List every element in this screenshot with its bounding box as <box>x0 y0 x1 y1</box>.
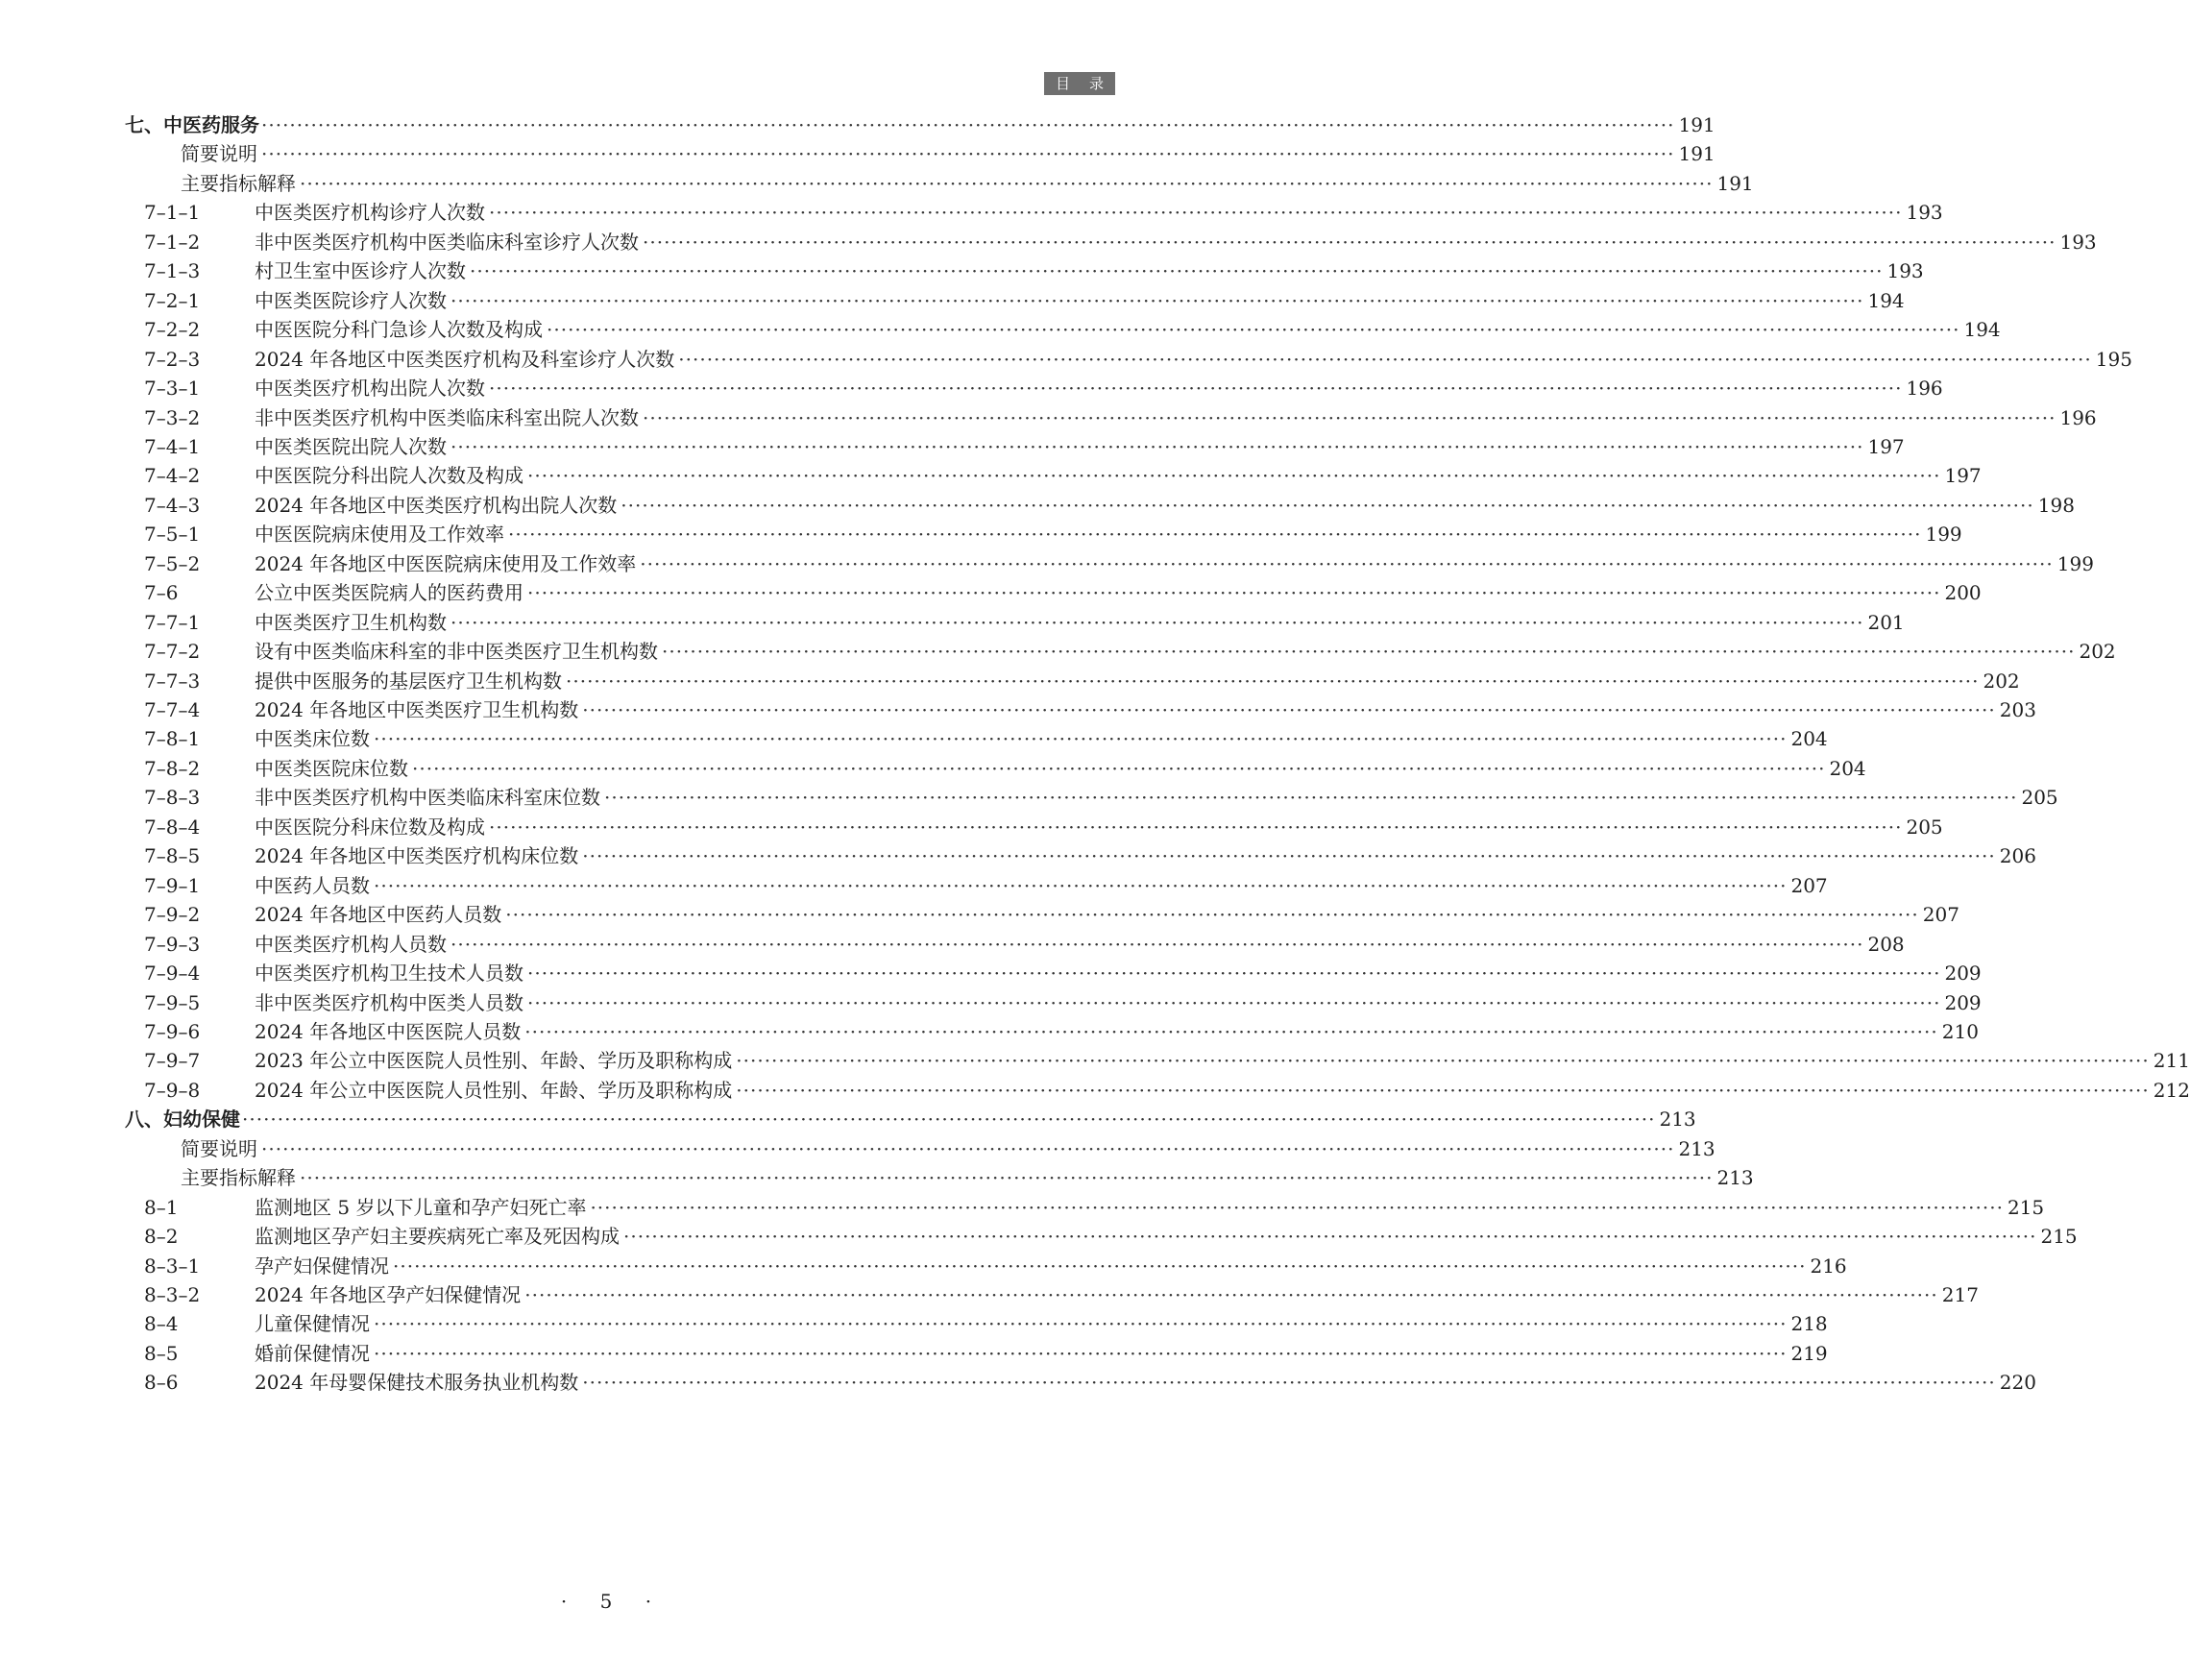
toc-entry-page: 191 <box>1716 171 1754 195</box>
toc-entry-title: 中医医院病床使用及工作效率 <box>255 523 504 547</box>
toc-entry-line <box>255 1220 2078 1253</box>
dot-leader: ········································································································································································································ <box>643 405 2056 429</box>
toc-entry-line <box>255 781 2058 814</box>
dot-leader: ········································································································································································································ <box>524 1019 1938 1043</box>
dot-leader: ········································································································································································································ <box>261 142 1675 166</box>
toc-entry-line <box>255 1015 1979 1048</box>
toc-entry-number: 7–7–4 <box>144 698 201 721</box>
toc-entry-number: 7–8–1 <box>144 727 201 751</box>
toc-entry-title: 孕产妇保健情况 <box>255 1254 389 1278</box>
toc-entry-title: 简要说明 <box>181 1136 257 1160</box>
toc-entry[interactable] <box>0 196 1943 229</box>
dot-leader: ········································································································································································································ <box>242 1108 1656 1132</box>
dot-leader: ········································································································································································································ <box>489 201 1903 225</box>
dot-leader: ········································································································································································································ <box>590 1195 2004 1219</box>
toc-entry-page: 215 <box>2007 1195 2045 1219</box>
toc-entry-line <box>255 226 2097 258</box>
toc-entry-title: 2024 年各地区中医类医疗机构及科室诊疗人次数 <box>255 347 675 371</box>
toc-entry-title: 2024 年各地区中医药人员数 <box>255 903 502 927</box>
toc-entry[interactable] <box>0 226 2097 258</box>
toc-entry-page: 213 <box>1716 1166 1754 1190</box>
toc-entry-number: 8–3–2 <box>144 1283 201 1306</box>
toc-entry-line <box>255 548 2094 580</box>
toc-entry-title: 中医类医院出院人次数 <box>255 434 447 458</box>
toc-entry-number: 7–9–5 <box>144 990 201 1014</box>
toc-entry-title: 中医类医疗机构诊疗人次数 <box>255 201 485 225</box>
toc-entry-page: 205 <box>2021 786 2058 810</box>
toc-entry-line <box>255 284 1905 317</box>
dot-leader: ········································································································································································································ <box>736 1078 2150 1102</box>
toc-entry-page: 191 <box>1678 142 1716 166</box>
toc-entry[interactable] <box>0 284 1905 317</box>
toc-entry[interactable] <box>0 430 1905 463</box>
toc-entry-title: 2024 年各地区孕产妇保健情况 <box>255 1283 522 1306</box>
toc-entry-title: 非中医类医疗机构中医类临床科室床位数 <box>255 786 600 810</box>
dot-leader: ········································································································································································································ <box>524 1283 1938 1306</box>
toc-entry-line <box>255 869 1828 902</box>
dot-leader: ········································································································································································································ <box>623 1225 2037 1249</box>
toc-entry-number: 7–2–3 <box>144 347 201 371</box>
toc-entry[interactable] <box>0 752 1866 785</box>
toc-entry-page: 193 <box>1886 259 1924 283</box>
toc-entry-title: 村卫生室中医诊疗人次数 <box>255 259 466 283</box>
toc-entry-line <box>255 372 1943 404</box>
dot-leader: ········································································································································································································ <box>489 377 1903 401</box>
toc-entry[interactable] <box>0 635 2116 668</box>
toc-entry[interactable] <box>0 402 2097 434</box>
toc-entry-number: 7–7–1 <box>144 610 201 634</box>
dot-leader: ········································································································································································································ <box>736 1049 2150 1073</box>
toc-chapter[interactable] <box>0 109 1716 141</box>
dot-leader: ········································································································································································································ <box>261 1136 1675 1160</box>
dot-leader: ········································································································································································································ <box>582 698 1996 721</box>
toc-entry[interactable] <box>0 372 1943 404</box>
dot-leader: ········································································································································································································ <box>393 1254 1807 1278</box>
dot-leader: ········································································································································································································ <box>505 903 1919 927</box>
toc-entry-title: 主要指标解释 <box>181 1166 296 1190</box>
toc-entry-title: 七、中医药服务 <box>125 113 259 136</box>
toc-entry-title: 八、妇幼保健 <box>125 1108 240 1132</box>
toc-entry-title: 2024 年各地区中医类医疗机构出院人次数 <box>255 493 618 517</box>
toc-entry[interactable] <box>0 928 1905 961</box>
toc-entry-line <box>255 576 1982 609</box>
toc-entry-title: 2024 年各地区中医医院人员数 <box>255 1019 522 1043</box>
toc-entry-number: 7–9–4 <box>144 962 201 986</box>
dot-leader: ········································································································································································································ <box>678 347 2092 371</box>
toc-entry-number: 7–3–1 <box>144 377 201 401</box>
toc-entry[interactable] <box>0 1278 1979 1311</box>
dot-leader: ········································································································································································································ <box>374 1341 1788 1365</box>
toc-entry[interactable] <box>0 1337 1828 1370</box>
section-tab-right: 录 <box>1088 75 1104 92</box>
dot-leader: ········································································································································································································ <box>566 669 1980 693</box>
toc-entry-page: 193 <box>2059 230 2097 254</box>
toc-entry[interactable] <box>0 576 1982 609</box>
dot-leader: ········································································································································································································ <box>261 113 1675 136</box>
dot-leader: ········································································································································································································ <box>582 844 1996 868</box>
toc-entry-number: 8–3–1 <box>144 1254 201 1278</box>
toc-entry-line <box>255 1250 1847 1282</box>
toc-entry[interactable] <box>0 722 1828 755</box>
toc-entry-number: 7–9–1 <box>144 873 201 897</box>
toc-entry-page: 218 <box>1790 1312 1828 1336</box>
toc-entry[interactable] <box>0 1074 2190 1107</box>
toc-entry-number: 7–5–2 <box>144 551 201 575</box>
toc-entry-page: 198 <box>2037 493 2075 517</box>
toc-entry-title: 公立中医类医院病人的医药费用 <box>255 581 523 605</box>
toc-entry[interactable] <box>0 1366 2036 1399</box>
toc-entry-title: 中医类床位数 <box>255 727 370 751</box>
toc-entry-number: 7–2–2 <box>144 318 201 342</box>
dot-leader: ········································································································································································································ <box>527 581 1941 605</box>
toc-entry-title: 2024 年各地区中医医院病床使用及工作效率 <box>255 551 637 575</box>
toc-entry-title: 中医类医疗机构出院人次数 <box>255 377 485 401</box>
toc-entry[interactable] <box>0 840 2036 872</box>
dot-leader: ········································································································································································································ <box>604 786 2018 810</box>
toc-entry[interactable] <box>0 459 1982 492</box>
toc-entry-page: 204 <box>1829 756 1866 780</box>
dot-leader: ········································································································································································································ <box>374 727 1788 751</box>
dot-leader: ········································································································································································································ <box>450 932 1864 956</box>
toc-entry-title: 中医医院分科床位数及构成 <box>255 815 485 839</box>
toc-note[interactable] <box>0 1132 1716 1165</box>
toc-entry[interactable] <box>0 548 2094 580</box>
dot-leader: ········································································································································································································ <box>640 551 2054 575</box>
toc-entry-number: 7–9–7 <box>144 1049 201 1073</box>
toc-entry-page: 202 <box>1983 669 2020 693</box>
toc-entry-title: 2024 年各地区中医类医疗卫生机构数 <box>255 698 579 721</box>
toc-entry-page: 209 <box>1944 962 1982 986</box>
toc-entry-number: 7–2–1 <box>144 288 201 312</box>
toc-entry-line <box>255 402 2097 434</box>
dot-leader: ········································································································································································································ <box>374 1312 1788 1336</box>
toc-entry[interactable] <box>0 1044 2190 1077</box>
toc-entry[interactable] <box>0 781 2058 814</box>
toc-entry-page: 213 <box>1659 1108 1696 1132</box>
toc-entry[interactable] <box>0 898 1959 931</box>
toc-chapter[interactable] <box>0 1103 1696 1135</box>
dot-leader: ········································································································································································································ <box>470 259 1884 283</box>
toc-entry-number: 8–2 <box>144 1225 179 1249</box>
toc-entry-line <box>181 1132 1716 1165</box>
toc-entry-line <box>255 430 1905 463</box>
toc-entry-line <box>255 957 1982 989</box>
toc-entry-number: 7–1–1 <box>144 201 201 225</box>
toc-entry-number: 7–7–2 <box>144 640 201 664</box>
toc-entry-line <box>255 1307 1828 1340</box>
toc-entry-line <box>181 137 1716 170</box>
toc-entry-number: 7–5–1 <box>144 523 201 547</box>
toc-entry-line <box>255 255 1924 287</box>
toc-entry-title: 设有中医类临床科室的非中医类医疗卫生机构数 <box>255 640 658 664</box>
toc-entry-line <box>255 1366 2036 1399</box>
toc-entry-number: 8–1 <box>144 1195 179 1219</box>
dot-leader: ········································································································································································································ <box>527 464 1941 488</box>
dot-leader: ········································································································································································································ <box>450 288 1864 312</box>
toc-entry-title: 非中医类医疗机构中医类临床科室诊疗人次数 <box>255 230 639 254</box>
toc-entry-number: 7–7–3 <box>144 669 201 693</box>
toc-entry-title: 中医医院分科门急诊人次数及构成 <box>255 318 543 342</box>
toc-entry-line <box>255 343 2132 376</box>
toc-entry-line <box>255 313 2001 346</box>
toc-entry-title: 婚前保健情况 <box>255 1341 370 1365</box>
toc-entry-title: 2023 年公立中医医院人员性别、年龄、学历及职称构成 <box>255 1049 733 1073</box>
dot-leader: ········································································································································································································ <box>374 873 1788 897</box>
toc-entry[interactable] <box>0 957 1982 989</box>
toc-entry-number: 7–4–1 <box>144 434 201 458</box>
toc-entry-page: 207 <box>1922 903 1959 927</box>
section-tab <box>1044 72 1115 95</box>
toc-entry-number: 7–9–3 <box>144 932 201 956</box>
toc-entry-title: 儿童保健情况 <box>255 1312 370 1336</box>
toc-entry-number: 7–4–3 <box>144 493 201 517</box>
toc-entry-title: 中医类医疗机构人员数 <box>255 932 447 956</box>
toc-entry[interactable] <box>0 1191 2045 1224</box>
toc-entry-title: 非中医类医疗机构中医类临床科室出院人次数 <box>255 405 639 429</box>
toc-entry-page: 213 <box>1678 1136 1716 1160</box>
toc-entry-number: 7–8–4 <box>144 815 201 839</box>
toc-entry-line <box>255 752 1866 785</box>
toc-entry[interactable] <box>0 1250 1847 1282</box>
toc-entry-page: 211 <box>2153 1049 2190 1073</box>
toc-entry-number: 8–5 <box>144 1341 179 1365</box>
toc-entry-line <box>255 694 2036 726</box>
toc-entry[interactable] <box>0 665 2020 697</box>
dot-leader: ········································································································································································································ <box>582 1371 1996 1395</box>
dot-leader: ········································································································································································································ <box>489 815 1903 839</box>
toc-entry-number: 7–9–8 <box>144 1078 201 1102</box>
toc-entry-line <box>255 665 2020 697</box>
toc-entry-number: 8–6 <box>144 1371 179 1395</box>
toc-entry-line <box>255 928 1905 961</box>
dot-leader: ········································································································································································································ <box>620 493 2034 517</box>
toc-entry[interactable] <box>0 255 1924 287</box>
toc-entry-page: 212 <box>2153 1078 2190 1102</box>
toc-entry-page: 206 <box>1999 844 2036 868</box>
dot-leader: ········································································································································································································ <box>662 640 2076 664</box>
toc-entry-number: 7–9–6 <box>144 1019 201 1043</box>
toc-entry-number: 7–9–2 <box>144 903 201 927</box>
toc-entry-number: 7–1–3 <box>144 259 201 283</box>
toc-entry-number: 7–4–2 <box>144 464 201 488</box>
toc-entry[interactable] <box>0 694 2036 726</box>
toc-entry[interactable] <box>0 1015 1979 1048</box>
toc-entry-title: 2024 年各地区中医类医疗机构床位数 <box>255 844 579 868</box>
toc-entry-number: 7–1–2 <box>144 230 201 254</box>
toc-entry-line <box>255 722 1828 755</box>
toc-entry[interactable] <box>0 606 1905 639</box>
toc-entry-title: 中医医院分科出院人次数及构成 <box>255 464 523 488</box>
dot-leader: ········································································································································································································ <box>508 523 1922 547</box>
toc-entry-page: 207 <box>1790 873 1828 897</box>
toc-entry-number: 7–3–2 <box>144 405 201 429</box>
toc-entry-title: 中医类医疗卫生机构数 <box>255 610 447 634</box>
page-number: · 5 · <box>560 1590 666 1613</box>
toc-entry-page: 204 <box>1790 727 1828 751</box>
toc-entry-line <box>255 1044 2190 1077</box>
toc-entry-line <box>255 606 1905 639</box>
dot-leader: ········································································································································································································ <box>450 610 1864 634</box>
dot-leader: ········································································································································································································ <box>527 990 1941 1014</box>
toc-entry[interactable] <box>0 1220 2078 1253</box>
toc-entry-line <box>255 840 2036 872</box>
toc-entry-title: 简要说明 <box>181 142 257 166</box>
toc-entry-page: 191 <box>1678 113 1716 136</box>
toc-entry-page: 194 <box>1867 288 1905 312</box>
toc-entry-line <box>255 898 1959 931</box>
toc-entry-page: 194 <box>1963 318 2001 342</box>
toc-entry-line <box>255 1191 2045 1224</box>
toc-entry-title: 中医类医院诊疗人次数 <box>255 288 447 312</box>
toc-entry-page: 216 <box>1810 1254 1847 1278</box>
toc-entry-title: 提供中医服务的基层医疗卫生机构数 <box>255 669 562 693</box>
toc-entry[interactable] <box>0 1307 1828 1340</box>
toc-entry-number: 8–4 <box>144 1312 179 1336</box>
dot-leader: ········································································································································································································ <box>527 962 1941 986</box>
section-tab-left: 目 <box>1056 75 1071 92</box>
dot-leader: ········································································································································································································ <box>547 318 1960 342</box>
dot-leader: ········································································································································································································ <box>450 434 1864 458</box>
toc-entry-page: 217 <box>1941 1283 1979 1306</box>
toc-entry-title: 非中医类医疗机构中医类人员数 <box>255 990 523 1014</box>
toc-entry-page: 199 <box>1925 523 1962 547</box>
toc-entry-page: 202 <box>2079 640 2116 664</box>
toc-entry[interactable] <box>0 986 1982 1019</box>
toc-entry-title: 监测地区 5 岁以下儿童和孕产妇死亡率 <box>255 1195 587 1219</box>
toc-entry-page: 193 <box>1906 201 1943 225</box>
toc-note[interactable] <box>0 167 1754 200</box>
dot-leader: ········································································································································································································ <box>300 1166 1714 1190</box>
toc-entry-page: 197 <box>1944 464 1982 488</box>
toc-entry-page: 203 <box>1999 698 2036 721</box>
toc-entry[interactable] <box>0 518 1962 550</box>
toc-entry-number: 7–8–3 <box>144 786 201 810</box>
toc-entry-title: 中医药人员数 <box>255 873 370 897</box>
toc-entry-title: 2024 年公立中医医院人员性别、年龄、学历及职称构成 <box>255 1078 733 1102</box>
toc-entry-page: 208 <box>1867 932 1905 956</box>
dot-leader: ········································································································································································································ <box>300 171 1714 195</box>
toc-entry-line <box>255 489 2075 522</box>
toc-entry-page: 219 <box>1790 1341 1828 1365</box>
toc-entry-title: 中医类医疗机构卫生技术人员数 <box>255 962 523 986</box>
toc-entry-line <box>181 167 1754 200</box>
toc-entry-title: 监测地区孕产妇主要疾病死亡率及死因构成 <box>255 1225 620 1249</box>
toc-entry-page: 200 <box>1944 581 1982 605</box>
toc-entry-page: 210 <box>1941 1019 1979 1043</box>
toc-entry-line <box>255 986 1982 1019</box>
toc-entry-page: 209 <box>1944 990 1982 1014</box>
toc-entry-line <box>255 196 1943 229</box>
toc-note[interactable] <box>0 1161 1754 1194</box>
dot-leader: ········································································································································································································ <box>643 230 2056 254</box>
toc-entry-line <box>255 518 1962 550</box>
toc-entry-line <box>255 1278 1979 1311</box>
toc-entry-line <box>255 811 1943 843</box>
toc-entry[interactable] <box>0 811 1943 843</box>
toc-entry-page: 196 <box>2059 405 2097 429</box>
toc-entry-page: 215 <box>2040 1225 2078 1249</box>
toc-entry[interactable] <box>0 869 1828 902</box>
toc-entry-page: 195 <box>2095 347 2132 371</box>
toc-entry-page: 205 <box>1906 815 1943 839</box>
toc-entry-line <box>255 459 1982 492</box>
toc-entry-page: 196 <box>1906 377 1943 401</box>
toc-entry-title: 2024 年母婴保健技术服务执业机构数 <box>255 1371 579 1395</box>
toc-entry-line <box>125 1103 1696 1135</box>
toc-entry-line <box>255 1337 1828 1370</box>
toc-entry[interactable] <box>0 489 2075 522</box>
toc-entry-line <box>255 635 2116 668</box>
toc-entry[interactable] <box>0 343 2132 376</box>
toc-entry-number: 7–8–2 <box>144 756 201 780</box>
toc-entry-title: 主要指标解释 <box>181 171 296 195</box>
toc-note[interactable] <box>0 137 1716 170</box>
toc-entry-number: 7–8–5 <box>144 844 201 868</box>
toc-entry-page: 201 <box>1867 610 1905 634</box>
toc-entry-page: 197 <box>1867 434 1905 458</box>
toc-entry-title: 中医类医院床位数 <box>255 756 408 780</box>
toc-entry-page: 220 <box>1999 1371 2036 1395</box>
toc-entry-line <box>255 1074 2190 1107</box>
toc-entry[interactable] <box>0 313 2001 346</box>
toc-entry-page: 199 <box>2056 551 2094 575</box>
toc-entry-line <box>181 1161 1754 1194</box>
toc-entry-number: 7–6 <box>144 581 179 605</box>
dot-leader: ········································································································································································································ <box>412 756 1826 780</box>
toc-entry-line <box>125 109 1716 141</box>
